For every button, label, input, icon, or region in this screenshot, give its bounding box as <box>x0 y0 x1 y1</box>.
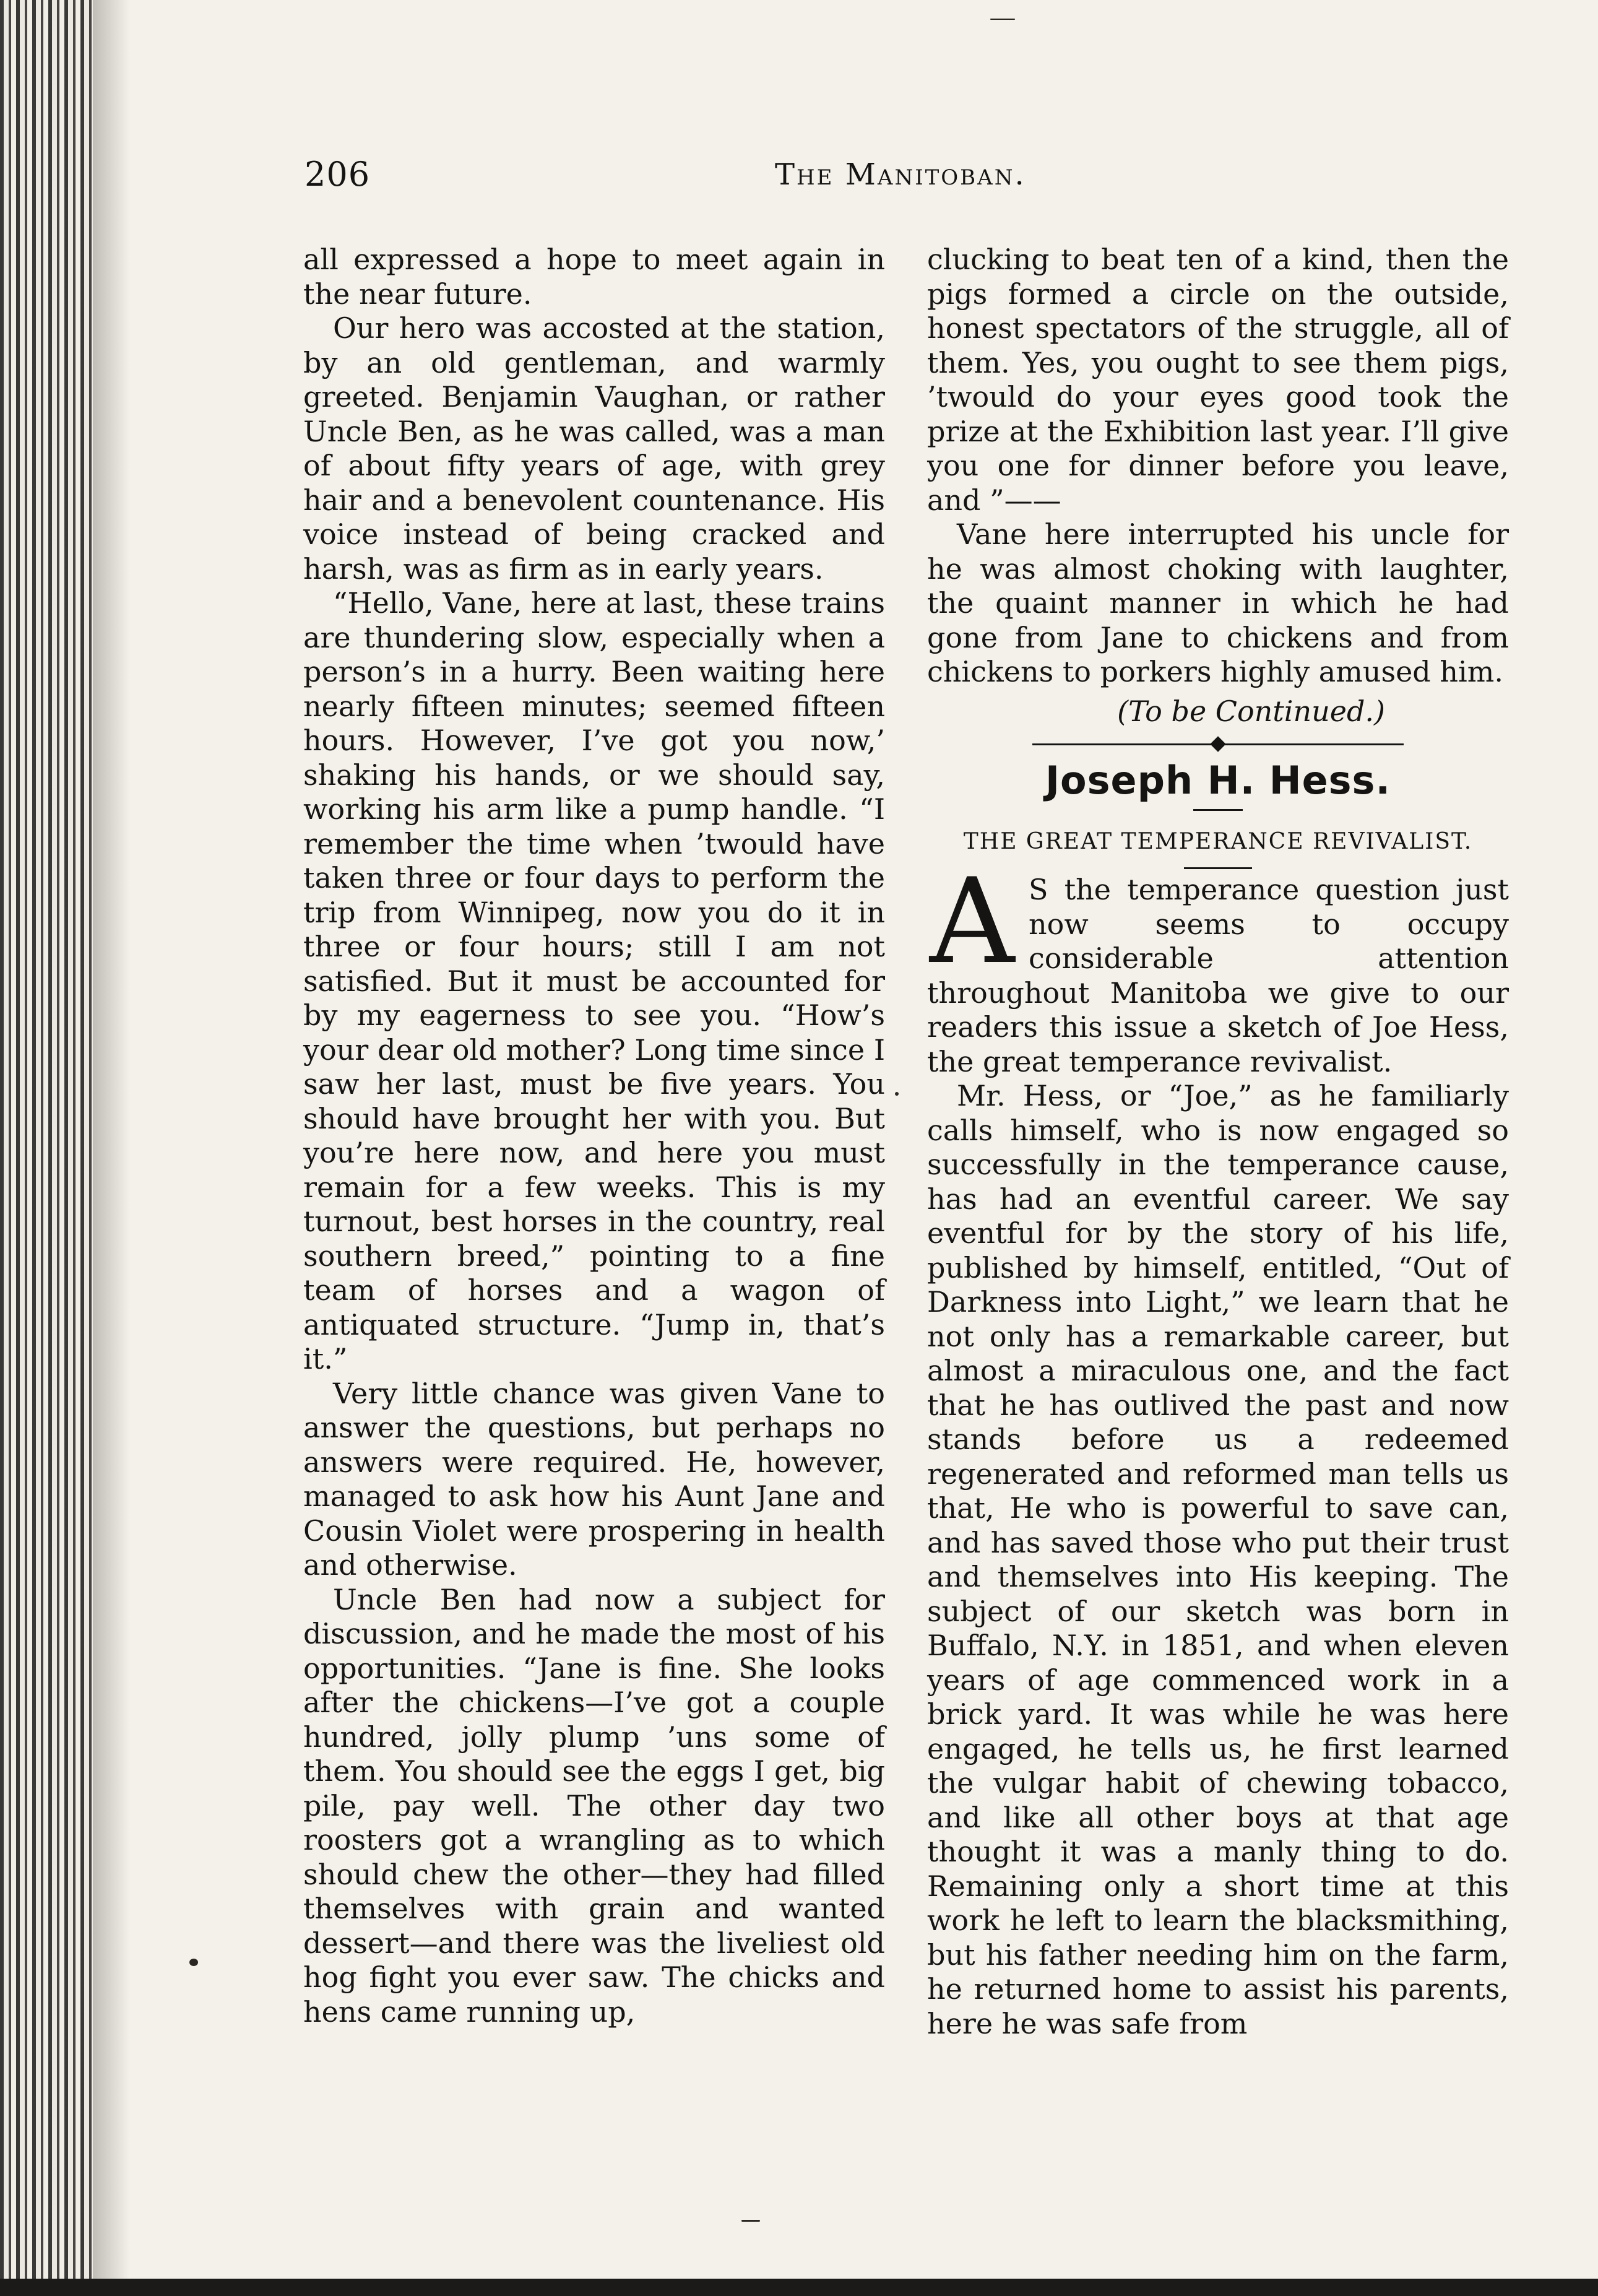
paragraph: Mr. Hess, or “Joe,” as he familiarly calls himself, who is now engaged so successfully in the temperance cause, has had an eventful career. We say eventful for by the story of his life, published by himself, entitled, “Out of Darkness into Light,” we learn that he not only has a remarkable career, but almost a miraculous one, and the fact that he has outlived the past and now stands before us a redeemed regenerated and reformed man tells us that, He who is powerful to save can, and has saved those who put their trust and themselves into His keeping. The subject of our sketch was born in Buffalo, N.Y. in 1851, and when eleven years of age commenced work in a brick yard. It was while he was here engaged, he tells us, he first learned the vulgar habit of chewing tobacco, and like all other boys at that age thought it was a manly thing to do. Remaining only a short time at this work he left to learn the blacksmithing, but his father needing him on the farm, he returned home to assist his parents, here he was safe from <box>927 1079 1509 2040</box>
subtitle-rule <box>1184 867 1252 869</box>
paragraph: clucking to beat ten of a kind, then the pigs formed a circle on the outside, honest spectators of the struggle, all of them. Yes, you ought to see them pigs, ’twould do your eyes good took the prize at the Exhibition last year. I’ll give you one for dinner before you leave, and ”—— <box>927 243 1509 517</box>
article-title: Joseph H. Hess. <box>1045 758 1391 803</box>
book-binding-edge <box>0 0 93 2296</box>
ornamental-divider <box>1032 734 1404 755</box>
page-number: 206 <box>304 155 371 194</box>
paragraph: S the temperance question just now seems to occupy considerable attention throughout Manitoba we give to our readers this issue a sketch of Joe Hess, the great temperance revivalist. <box>927 873 1509 1078</box>
paragraph: Vane here interrupted his uncle for he was almost choking with laughter, the quaint manner in which he had gone from Jane to chickens and from chickens to porkers highly amused him. <box>927 518 1509 688</box>
running-head <box>304 155 1511 204</box>
divider-ornament <box>1210 736 1225 752</box>
article-subtitle: THE GREAT TEMPERANCE REVIVALIST. <box>963 828 1473 854</box>
drop-cap <box>927 853 1020 990</box>
paragraph: all expressed a hope to meet again in the near future. <box>303 243 885 311</box>
paragraph: “Hello, Vane, here at last, these trains are thundering slow, especially when a person’s in a hurry. Been waiting here nearly fifteen minutes; seemed fifteen hours. However, I’ve got you now,’ shaking his hands, or we should say, working his arm like a pump handle. “I remember the time when ’twould have taken three or four days to perform the trip from Winnipeg, now you do it in three or four hours; still I am not satisfied. But it must be accounted for by my eagerness to see you. “How’s your dear old mother? Long time since I saw her last, must be five years. You should have brought her with you. But you’re here now, and here you must remain for a few weeks. This is my turnout, best horses in the country, real southern breed,” pointing to a fine team of horses and a wagon of antiquated structure. “Jump in, that’s it.” <box>303 586 885 1375</box>
left-column <box>303 243 885 2029</box>
right-column <box>927 243 1509 2041</box>
paragraph: Our hero was accosted at the station, by an old gentleman, and warmly greeted. Benjamin Vaughan, or rather Uncle Ben, as he was called, was a man of about fifty years of age, with grey hair and a benevolent countenance. His voice instead of being cracked and harsh, was as firm as in early years. <box>303 311 885 586</box>
page-bottom-edge <box>0 2279 1598 2296</box>
drop-cap-letter: A <box>930 853 1015 990</box>
article-opening <box>927 853 1509 1079</box>
to-be-continued-note: (To be Continued.) <box>1117 694 1385 728</box>
gutter-shadow <box>93 0 130 2296</box>
paragraph: Uncle Ben had now a subject for discussion, and he made the most of his opportunities. “Jane is fine. She looks after the chickens—I’ve got a couple hundred, jolly plump ’uns some of them. You should see the eggs I get, big pile, pay well. The other day two roosters got a wrangling as to which should chew the other—they had filled themselves with grain and wanted dessert—and there was the liveliest old hog fight you ever saw. The chicks and hens came running up, <box>303 1582 885 2029</box>
paragraph: Very little chance was given Vane to answer the questions, but perhaps no answers were required. He, however, managed to ask how his Aunt Jane and Cousin Violet were prospering in health and otherwise. <box>303 1376 885 1582</box>
title-rule <box>1193 809 1243 811</box>
journal-title: The Manitoban. <box>775 157 1026 192</box>
